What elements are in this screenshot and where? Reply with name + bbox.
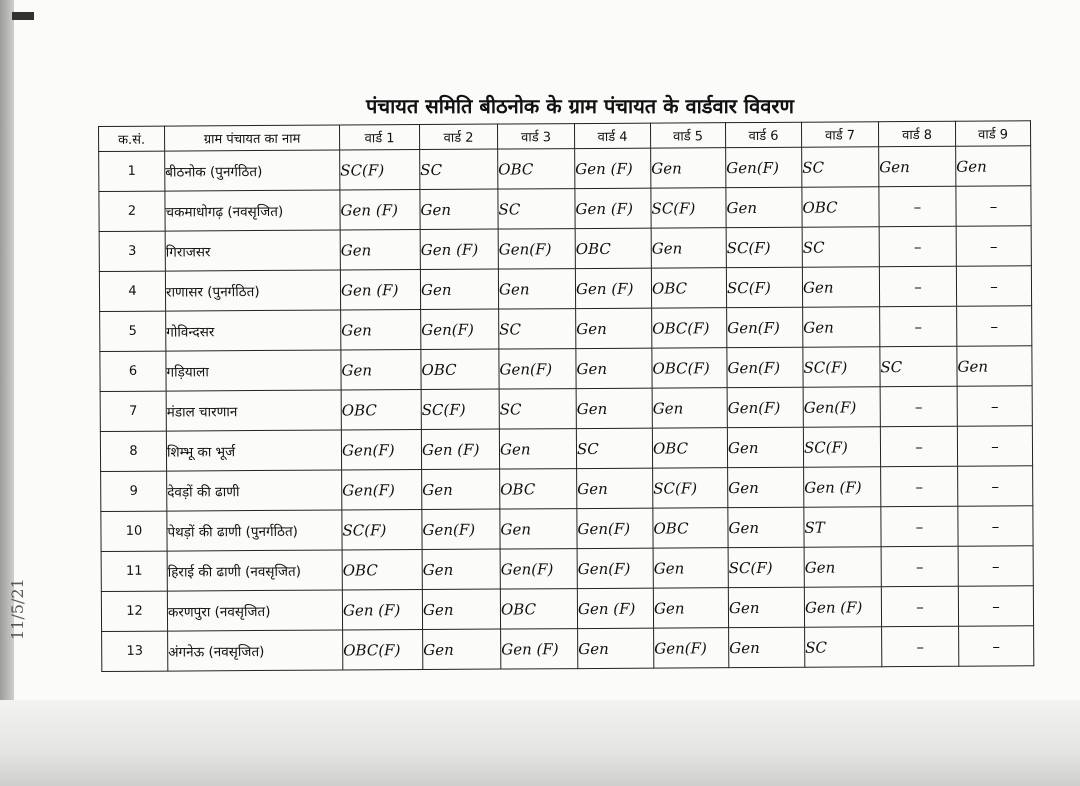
ward-7-category-cell: Gen [803, 307, 880, 347]
ward-8-category-cell: – [881, 586, 958, 626]
ward-1-category-cell: OBC(F) [343, 630, 423, 670]
gram-panchayat-name-cell: बीठनोक (पुनर्गठित) [165, 150, 340, 191]
ward-5-category-cell: SC(F) [653, 468, 728, 508]
ward-6-category-cell: SC(F) [726, 267, 802, 307]
ward-3-category-cell: Gen [499, 429, 576, 469]
ward-3-category-cell: OBC [498, 149, 575, 189]
table-row [99, 266, 1031, 312]
ward-6-category-cell: Gen [728, 507, 804, 547]
ward-5-category-cell: OBC [652, 428, 727, 468]
ward-5-category-cell: Gen(F) [654, 628, 729, 668]
table-row [100, 386, 1032, 432]
ward-8-category-cell: SC [880, 346, 957, 386]
ward-9-category-cell: – [956, 266, 1031, 306]
serial-number-cell: 12 [101, 591, 167, 631]
page-fold-shadow [0, 700, 1080, 786]
table-row [101, 506, 1033, 552]
ward-7-category-cell: SC [802, 227, 879, 267]
ward-3-category-cell: SC [499, 389, 576, 429]
ward-9-category-cell: Gen [957, 346, 1032, 386]
ward-3-category-cell: SC [499, 309, 576, 349]
gram-panchayat-name-cell: गिराजसर [165, 230, 340, 271]
table-row [99, 146, 1031, 192]
ward-9-category-cell: – [957, 386, 1032, 426]
ward-9-category-cell: – [959, 626, 1034, 666]
ward-1-category-cell: Gen (F) [340, 190, 420, 230]
ward-3-category-cell: Gen(F) [500, 549, 577, 589]
ward-4-category-cell: Gen (F) [575, 188, 651, 228]
table-row [100, 346, 1032, 392]
ward-5-category-cell: SC(F) [651, 188, 726, 228]
serial-number-cell: 5 [100, 311, 166, 351]
ward-9-category-cell: – [958, 506, 1033, 546]
serial-number-cell: 8 [100, 431, 166, 471]
table-row [99, 186, 1031, 232]
ward-7-category-cell: Gen (F) [804, 467, 881, 507]
ward-3-category-cell: Gen [498, 269, 575, 309]
table-row [101, 586, 1033, 632]
ward-7-category-cell: Gen (F) [804, 587, 881, 627]
serial-number-cell: 13 [102, 631, 168, 671]
ward-6-category-cell: Gen [728, 467, 804, 507]
ward-1-category-cell: SC(F) [342, 510, 422, 550]
serial-number-cell: 7 [100, 391, 166, 431]
header-gram-panchayat: ग्राम पंचायत का नाम [165, 125, 340, 151]
ward-8-category-cell: – [879, 266, 956, 306]
ward-5-category-cell: Gen [653, 548, 728, 588]
gram-panchayat-name-cell: शिम्भू का भूर्ज [166, 430, 341, 471]
table-row [100, 306, 1032, 352]
ward-5-category-cell: Gen [653, 588, 728, 628]
ward-5-category-cell: OBC [653, 508, 728, 548]
ward-6-category-cell: Gen [729, 627, 805, 667]
header-ward-2: वार्ड 2 [419, 124, 497, 149]
serial-number-cell: 2 [99, 191, 165, 231]
header-serial: क.सं. [99, 126, 165, 151]
header-ward-5: वार्ड 5 [650, 123, 725, 148]
ward-8-category-cell: – [879, 226, 956, 266]
ward-2-category-cell: Gen [423, 629, 501, 669]
ward-9-category-cell: – [957, 426, 1032, 466]
ward-8-category-cell: – [879, 186, 956, 226]
ward-1-category-cell: Gen(F) [341, 430, 421, 470]
ward-5-category-cell: OBC(F) [652, 348, 727, 388]
gram-panchayat-name-cell: चकमाधोगढ़ (नवसृजित) [165, 190, 340, 231]
ward-4-category-cell: Gen [578, 628, 654, 668]
ward-1-category-cell: Gen (F) [340, 270, 420, 310]
ward-1-category-cell: Gen [341, 350, 421, 390]
ward-9-category-cell: – [956, 226, 1031, 266]
serial-number-cell: 3 [99, 231, 165, 271]
ward-1-category-cell: Gen (F) [342, 590, 422, 630]
gram-panchayat-name-cell: हिराई की ढाणी (नवसृजित) [167, 550, 342, 591]
ward-7-category-cell: SC(F) [803, 347, 880, 387]
ward-2-category-cell: Gen(F) [422, 509, 500, 549]
ward-1-category-cell: SC(F) [340, 150, 420, 190]
ward-9-category-cell: – [958, 466, 1033, 506]
gram-panchayat-name-cell: करणपुरा (नवसृजित) [167, 590, 342, 631]
margin-handwriting: 11/5/21 [8, 578, 27, 640]
ward-6-category-cell: Gen [727, 427, 803, 467]
ward-7-category-cell: Gen(F) [803, 387, 880, 427]
ward-9-category-cell: – [958, 586, 1033, 626]
ward-4-category-cell: Gen [576, 308, 652, 348]
ward-1-category-cell: Gen(F) [342, 470, 422, 510]
corner-mark [12, 12, 34, 20]
serial-number-cell: 9 [101, 471, 167, 511]
ward-6-category-cell: Gen [728, 587, 804, 627]
ward-5-category-cell: OBC(F) [652, 308, 727, 348]
ward-6-category-cell: SC(F) [728, 547, 804, 587]
ward-1-category-cell: Gen [341, 310, 421, 350]
ward-9-category-cell: – [956, 186, 1031, 226]
ward-8-category-cell: – [882, 626, 959, 666]
ward-3-category-cell: Gen(F) [499, 349, 576, 389]
serial-number-cell: 1 [99, 151, 165, 191]
ward-4-category-cell: Gen(F) [577, 548, 653, 588]
ward-2-category-cell: SC [420, 149, 498, 189]
ward-4-category-cell: Gen (F) [575, 148, 651, 188]
ward-4-category-cell: Gen(F) [577, 508, 653, 548]
ward-5-category-cell: OBC [651, 268, 726, 308]
gram-panchayat-name-cell: पेथड़ों की ढाणी (पुनर्गठित) [167, 510, 342, 551]
table-row [99, 226, 1031, 272]
ward-3-category-cell: OBC [500, 589, 577, 629]
gram-panchayat-name-cell: मंडाल चारणान [166, 390, 341, 431]
ward-2-category-cell: Gen [422, 589, 500, 629]
gram-panchayat-name-cell: अंगनेऊ (नवसृजित) [168, 630, 343, 671]
ward-2-category-cell: SC(F) [421, 389, 499, 429]
ward-4-category-cell: Gen [577, 468, 653, 508]
ward-4-category-cell: Gen [576, 388, 652, 428]
ward-2-category-cell: Gen [420, 189, 498, 229]
ward-1-category-cell: Gen [340, 230, 420, 270]
ward-6-category-cell: SC(F) [726, 227, 802, 267]
ward-2-category-cell: Gen [422, 549, 500, 589]
ward-7-category-cell: Gen [804, 547, 881, 587]
table-row [102, 626, 1034, 672]
ward-1-category-cell: OBC [341, 390, 421, 430]
serial-number-cell: 4 [99, 271, 165, 311]
header-ward-8: वार्ड 8 [878, 121, 955, 146]
ward-2-category-cell: Gen(F) [421, 309, 499, 349]
serial-number-cell: 11 [101, 551, 167, 591]
ward-3-category-cell: Gen [500, 509, 577, 549]
ward-4-category-cell: Gen (F) [575, 268, 651, 308]
ward-4-category-cell: Gen (F) [577, 588, 653, 628]
table-row [101, 466, 1033, 512]
ward-7-category-cell: SC(F) [803, 427, 880, 467]
ward-7-category-cell: Gen [802, 267, 879, 307]
ward-3-category-cell: Gen (F) [501, 629, 578, 669]
ward-8-category-cell: – [881, 506, 958, 546]
table-row [100, 426, 1032, 472]
ward-5-category-cell: Gen [652, 388, 727, 428]
ward-8-category-cell: – [880, 306, 957, 346]
ward-3-category-cell: SC [498, 189, 575, 229]
gram-panchayat-name-cell: राणासर (पुनर्गठित) [165, 270, 340, 311]
table-row [101, 546, 1033, 592]
ward-2-category-cell: Gen (F) [420, 229, 498, 269]
ward-1-category-cell: OBC [342, 550, 422, 590]
header-ward-4: वार्ड 4 [574, 123, 650, 148]
gram-panchayat-name-cell: गोविन्दसर [166, 310, 341, 351]
header-ward-9: वार्ड 9 [955, 121, 1030, 146]
ward-6-category-cell: Gen(F) [726, 147, 802, 187]
ward-2-category-cell: Gen [420, 269, 498, 309]
ward-8-category-cell: – [880, 386, 957, 426]
ward-7-category-cell: SC [802, 147, 879, 187]
ward-7-category-cell: SC [805, 627, 882, 667]
ward-2-category-cell: Gen [422, 469, 500, 509]
ward-3-category-cell: OBC [500, 469, 577, 509]
ward-6-category-cell: Gen(F) [727, 347, 803, 387]
gram-panchayat-name-cell: गड़ियाला [166, 350, 341, 391]
ward-9-category-cell: – [957, 306, 1032, 346]
header-ward-1: वार्ड 1 [339, 125, 419, 150]
ward-8-category-cell: Gen [879, 146, 956, 186]
ward-5-category-cell: Gen [651, 148, 726, 188]
ward-9-category-cell: Gen [956, 146, 1031, 186]
ward-2-category-cell: OBC [421, 349, 499, 389]
ward-8-category-cell: – [880, 426, 957, 466]
ward-details-table [98, 120, 1034, 672]
serial-number-cell: 10 [101, 511, 167, 551]
ward-4-category-cell: Gen [576, 348, 652, 388]
ward-6-category-cell: Gen(F) [727, 307, 803, 347]
ward-4-category-cell: OBC [575, 228, 651, 268]
header-ward-6: वार्ड 6 [725, 122, 801, 147]
gram-panchayat-name-cell: देवड़ों की ढाणी [167, 470, 342, 511]
ward-4-category-cell: SC [576, 428, 652, 468]
ward-5-category-cell: Gen [651, 228, 726, 268]
header-ward-3: वार्ड 3 [497, 124, 574, 149]
ward-7-category-cell: OBC [802, 187, 879, 227]
ward-7-category-cell: ST [804, 507, 881, 547]
ward-6-category-cell: Gen(F) [727, 387, 803, 427]
ward-2-category-cell: Gen (F) [421, 429, 499, 469]
ward-8-category-cell: – [881, 546, 958, 586]
document-title: पंचायत समिति बीठनोक के ग्राम पंचायत के वार्डवार विवरण [366, 94, 794, 118]
table-body [99, 146, 1034, 672]
ward-9-category-cell: – [958, 546, 1033, 586]
header-ward-7: वार्ड 7 [801, 122, 878, 147]
ward-8-category-cell: – [881, 466, 958, 506]
serial-number-cell: 6 [100, 351, 166, 391]
ward-3-category-cell: Gen(F) [498, 229, 575, 269]
ward-6-category-cell: Gen [726, 187, 802, 227]
